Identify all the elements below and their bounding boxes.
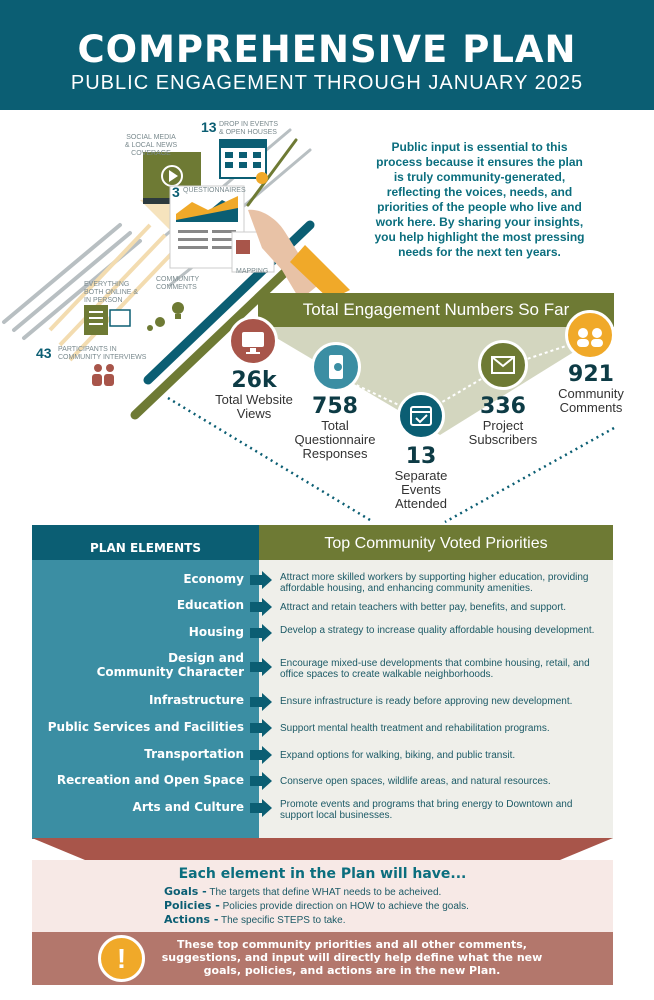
plan-element-economy: Economy — [183, 572, 244, 586]
engagement-banner: Total Engagement Numbers So Far — [258, 293, 614, 327]
plan-element-public-services: Public Services and Facilities — [47, 720, 244, 734]
final-text: These top community priorities and all other comments, suggestions, and input will directly help define what the new goals, policies, and actions are in the new Plan. — [161, 938, 543, 977]
plan-element-recreation: Recreation and Open Space — [56, 773, 244, 787]
questionnaires-count: 3 — [172, 184, 180, 200]
arrow-icon — [250, 571, 272, 589]
stat-community-comments: 921 Community Comments — [558, 362, 624, 415]
arrow-icon — [250, 693, 272, 711]
plan-element-education: Education — [176, 598, 244, 612]
priority-design: Encourage mixed-use developments that combine housing, retail, and office spaces to create walkable neighborhoods. — [280, 658, 590, 680]
priority-public-services: Support mental health treatment and rehabilitation programs. — [280, 723, 550, 734]
priority-housing: Develop a strategy to increase quality affordable housing development. — [280, 625, 595, 636]
plan-element-housing: Housing — [188, 625, 244, 639]
stat-website-views: 26k Total Website Views — [215, 368, 293, 421]
plan-element-infrastructure: Infrastructure — [148, 693, 244, 707]
community-comments-label: COMMUNITY COMMENTS — [156, 276, 200, 291]
social-media-label: SOCIAL MEDIA & LOCAL NEWS COVERAGE — [124, 134, 178, 157]
stat-project-subscribers: 336 Project Subscribers — [468, 394, 538, 447]
interviews-label: PARTICIPANTS IN COMMUNITY INTERVIEWS — [58, 346, 147, 361]
priority-recreation: Conserve open spaces, wildlife areas, and natural resources. — [280, 776, 551, 787]
everything-label: EVERYTHING BOTH ONLINE & IN PERSON — [84, 281, 139, 304]
arrow-icon — [250, 719, 272, 737]
page-title: COMPREHENSIVE PLAN — [77, 28, 577, 71]
priority-economy: Attract more skilled workers by supporting higher education, providing affordable housing, and enhancing community amenities. — [280, 572, 589, 594]
intro-text: Public input is essential to this process because it ensures the plan is truly community-generated, reflecting the voices, needs, and priorities of the people who live and work here. By sharing your insights, you help highlight the most pressing needs for the next ten years. — [374, 140, 585, 259]
priority-infrastructure: Ensure infrastructure is ready before approving new development. — [280, 696, 573, 707]
plan-elements-header: PLAN ELEMENTS — [32, 525, 259, 560]
arrow-icon — [250, 658, 272, 676]
arrow-icon — [250, 772, 272, 790]
arrow-icon — [250, 624, 272, 642]
drop-in-label: DROP IN EVENTS & OPEN HOUSES — [219, 121, 278, 136]
interviews-count: 43 — [36, 345, 52, 361]
each-element-title: Each element in the Plan will have... — [178, 866, 467, 882]
policies-line: Policies - Policies provide direction on HOW to achieve the goals. — [164, 899, 469, 912]
plan-element-design: Design and Community Character — [96, 651, 244, 679]
arrow-icon — [250, 598, 272, 616]
each-element-section — [32, 860, 613, 932]
priority-education: Attract and retain teachers with better pay, benefits, and support. — [280, 602, 567, 613]
mapping-label: MAPPING — [236, 268, 269, 275]
actions-line: Actions - The specific STEPS to take. — [164, 913, 346, 926]
questionnaires-label: QUESTIONNAIRES — [183, 187, 246, 194]
plan-element-transportation: Transportation — [144, 747, 244, 761]
final-callout — [32, 932, 613, 985]
plan-element-arts: Arts and Culture — [132, 800, 244, 814]
priorities-header: Top Community Voted Priorities — [259, 525, 613, 560]
priority-transportation: Expand options for walking, biking, and public transit. — [280, 750, 516, 761]
drop-in-count: 13 — [201, 119, 217, 135]
page-subtitle: PUBLIC ENGAGEMENT THROUGH JANUARY 2025 — [70, 72, 584, 94]
goals-line: Goals - The targets that define WHAT needs to be acheived. — [164, 885, 442, 898]
stat-events-attended: 13 Separate Events Attended — [394, 444, 448, 511]
arrow-icon — [250, 799, 272, 817]
priority-arts: Promote events and programs that bring energy to Downtown and support local businesses. — [280, 799, 573, 821]
stat-questionnaire-responses: 758 Total Questionnaire Responses — [294, 394, 376, 461]
exclamation-icon: ! — [98, 935, 145, 982]
arrow-icon — [250, 746, 272, 764]
